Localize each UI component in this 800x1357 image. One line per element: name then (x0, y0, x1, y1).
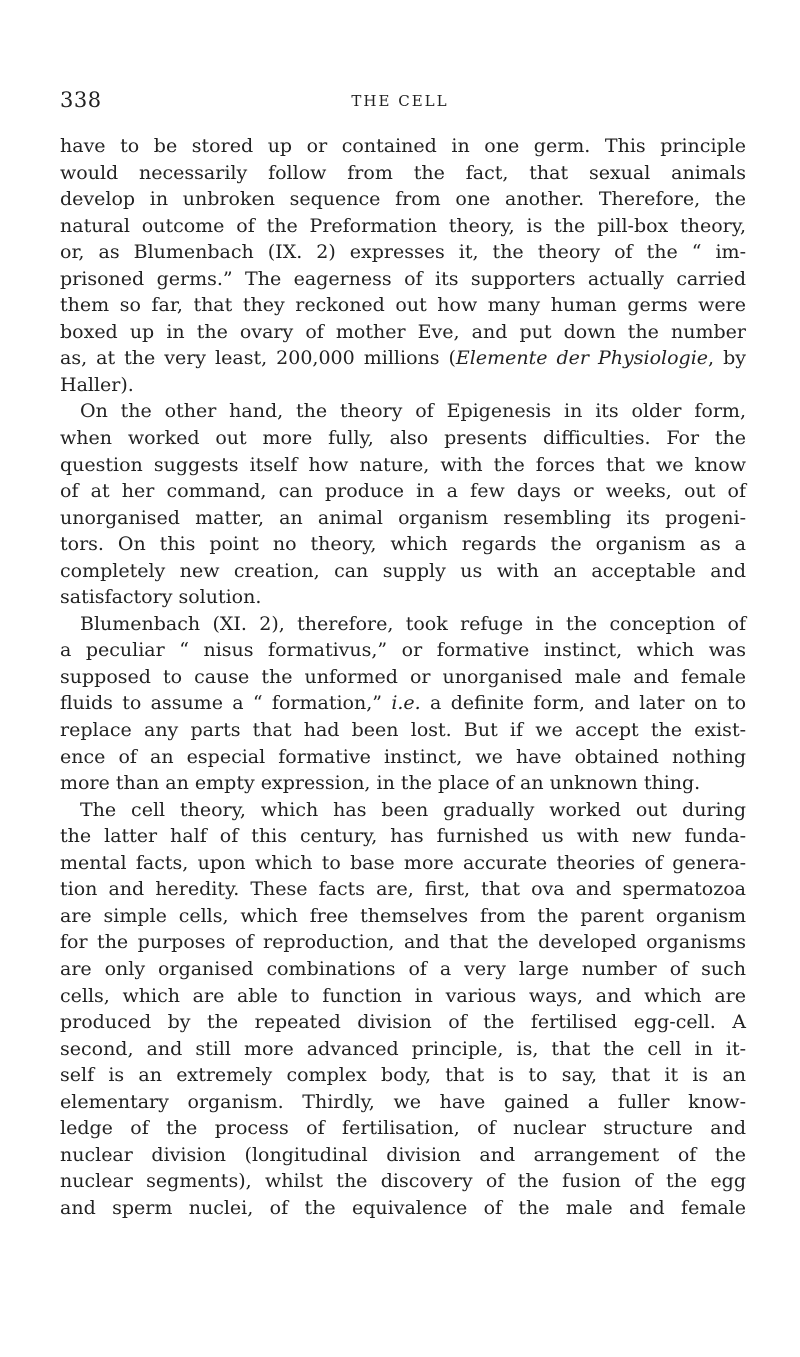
text-line: them so far, that they reckoned out how many human germs were (60, 294, 746, 317)
text-line: tion and heredity. These facts are, first, that ova and spermatozoa (60, 878, 746, 901)
page-number: 338 (60, 88, 102, 112)
text-line: have to be stored up or contained in one germ. This principle (60, 135, 746, 157)
text-line: when worked out more fully, also presents difficulties. For the (60, 427, 746, 450)
text-line: develop in unbroken sequence from one another. Therefore, the (60, 188, 746, 211)
text-line: prisoned germs.” The eagerness of its supporters actually carried (60, 267, 746, 290)
text-line: are only organised combinations of a very large number of such (60, 957, 746, 980)
text-line (60, 345, 746, 372)
text-line: Blumenbach (XI. 2), therefore, took refuge in the conception of (80, 612, 746, 635)
running-head: THE CELL (351, 92, 449, 110)
text-segment: , by (708, 347, 747, 370)
text-line: boxed up in the ovary of mother Eve, and put down the number (60, 320, 746, 343)
text-line: On the other hand, the theory of Epigenesis in its older form, (80, 400, 746, 423)
text-line: a peculiar “ nisus formativus,” or formative instinct, which was (60, 639, 746, 662)
text-line: the latter half of this century, has furnished us with new funda- (60, 825, 746, 848)
text-line: natural outcome of the Preformation theory, is the pill-box theory, (60, 214, 746, 237)
text-line: produced by the repeated division of the fertilised egg-cell. A (60, 1011, 746, 1034)
text-line: satisfactory solution. (60, 586, 262, 609)
text-line: mental facts, upon which to base more accurate theories of genera- (60, 851, 746, 874)
text-line: unorganised matter, an animal organism resembling its progeni- (60, 506, 746, 529)
abbreviation: i.e. (391, 692, 421, 715)
text-line: of at her command, can produce in a few days or weeks, out of (60, 480, 746, 503)
text-line: supposed to cause the unformed or unorganised male and female (60, 665, 746, 688)
text-line: ence of an especial formative instinct, we have obtained nothing (60, 745, 746, 768)
text-line: are simple cells, which free themselves from the parent organism (60, 904, 746, 927)
text-line: completely new creation, can supply us with an acceptable and (60, 559, 746, 582)
text-line (60, 690, 746, 717)
text-line: question suggests itself how nature, with the forces that we know (60, 453, 746, 476)
text-line: ledge of the process of fertilisation, of nuclear structure and (60, 1117, 746, 1140)
text-line: replace any parts that had been lost. But if we accept the exist- (60, 719, 746, 742)
text-line: nuclear segments), whilst the discovery of the fusion of the egg (60, 1170, 746, 1193)
text-line: would necessarily follow from the fact, that sexual animals (60, 161, 746, 184)
text-line: or, as Blumenbach (IX. 2) expresses it, the theory of the “ im- (60, 241, 746, 264)
text-line: Haller). (60, 373, 134, 396)
text-line: for the purposes of reproduction, and that the developed organisms (60, 931, 746, 954)
text-line: more than an empty expression, in the place of an unknown thing. (60, 772, 701, 795)
text-line: elementary organism. Thirdly, we have gained a fuller know- (60, 1090, 746, 1113)
cited-title: Elemente der Physiologie (455, 347, 709, 370)
text-line: second, and still more advanced principle, is, that the cell in it- (60, 1037, 746, 1060)
text-line: tors. On this point no theory, which regards the organism as a (60, 533, 746, 556)
text-segment: fluids to assume a “ formation,” (60, 692, 382, 715)
text-line: and sperm nuclei, of the equivalence of the male and female (60, 1196, 746, 1219)
text-line: nuclear division (longitudinal division and arrangement of the (60, 1143, 746, 1166)
text-segment: a definite form, and later on to (430, 692, 747, 715)
text-segment: as, at the very least, 200,000 millions ( (60, 347, 456, 370)
text-line: cells, which are able to function in various ways, and which are (60, 984, 746, 1007)
body-text (60, 133, 746, 1221)
text-line: self is an extremely complex body, that is to say, that it is an (60, 1064, 746, 1087)
text-line: The cell theory, which has been gradually worked out during (80, 798, 746, 821)
